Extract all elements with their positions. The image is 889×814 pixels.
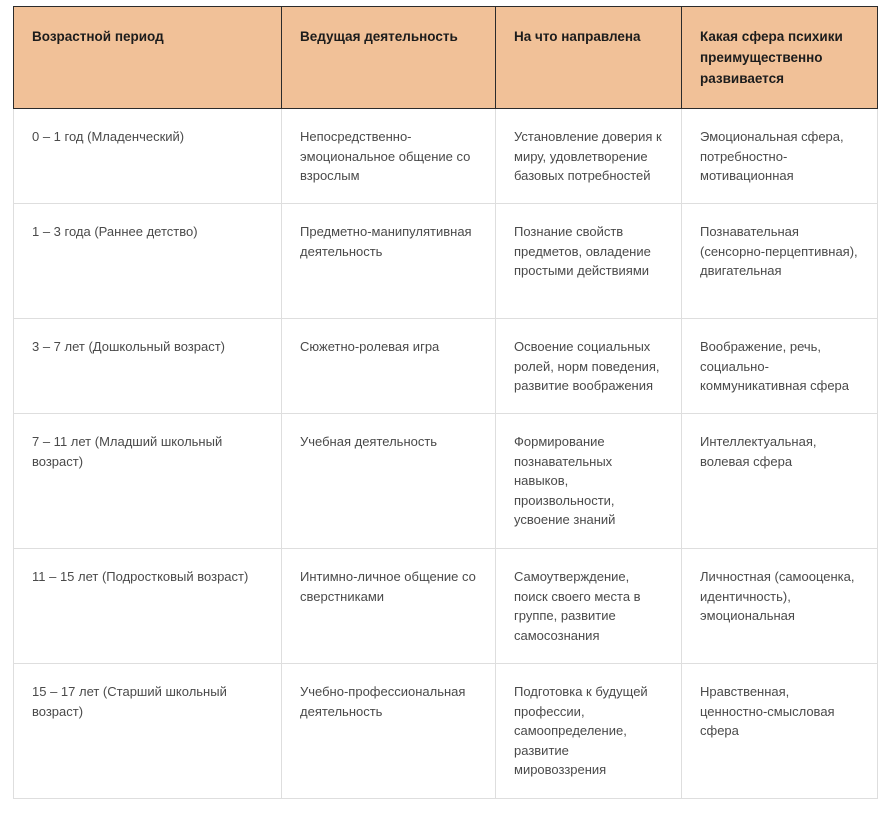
cell-leading-activity: Предметно-манипулятивная деятельность — [282, 204, 496, 319]
age-periods-table-container — [13, 6, 877, 799]
cell-aimed-at: Установление доверия к миру, удовлетворение базовых потребностей — [496, 109, 682, 204]
cell-psyche-sphere: Нравственная, ценностно-смысловая сфера — [682, 664, 878, 799]
cell-age-period: 11 – 15 лет (Подростковый возраст) — [14, 549, 282, 664]
cell-leading-activity: Интимно-личное общение со сверстниками — [282, 549, 496, 664]
header-age-period: Возрастной период — [14, 7, 282, 109]
cell-age-period: 1 – 3 года (Раннее детство) — [14, 204, 282, 319]
cell-aimed-at: Освоение социальных ролей, норм поведения, развитие воображения — [496, 319, 682, 414]
cell-aimed-at: Формирование познавательных навыков, произвольности, усвоение знаний — [496, 414, 682, 549]
cell-leading-activity: Учебная деятельность — [282, 414, 496, 549]
cell-leading-activity: Учебно-профессиональная деятельность — [282, 664, 496, 799]
cell-psyche-sphere: Познавательная (сенсорно-перцептивная), двигательная — [682, 204, 878, 319]
table-row — [14, 414, 878, 549]
table-row — [14, 204, 878, 319]
table-row — [14, 319, 878, 414]
cell-age-period: 7 – 11 лет (Младший школьный возраст) — [14, 414, 282, 549]
cell-aimed-at: Познание свойств предметов, овладение простыми действиями — [496, 204, 682, 319]
cell-aimed-at: Самоутверждение, поиск своего места в группе, развитие самосознания — [496, 549, 682, 664]
table-row — [14, 109, 878, 204]
cell-leading-activity: Сюжетно-ролевая игра — [282, 319, 496, 414]
header-psyche-sphere: Какая сфера психики преимущественно развивается — [682, 7, 878, 109]
cell-age-period: 0 – 1 год (Младенческий) — [14, 109, 282, 204]
table-header-row — [14, 7, 878, 109]
cell-psyche-sphere: Эмоциональная сфера, потребностно-мотивационная — [682, 109, 878, 204]
header-leading-activity: Ведущая деятельность — [282, 7, 496, 109]
cell-aimed-at: Подготовка к будущей профессии, самоопределение, развитие мировоззрения — [496, 664, 682, 799]
age-periods-table — [13, 6, 878, 799]
cell-psyche-sphere: Личностная (самооценка, идентичность), эмоциональная — [682, 549, 878, 664]
cell-psyche-sphere: Интеллектуальная, волевая сфера — [682, 414, 878, 549]
table-row — [14, 549, 878, 664]
table-row — [14, 664, 878, 799]
cell-leading-activity: Непосредственно-эмоциональное общение со взрослым — [282, 109, 496, 204]
cell-age-period: 3 – 7 лет (Дошкольный возраст) — [14, 319, 282, 414]
header-aimed-at: На что направлена — [496, 7, 682, 109]
cell-age-period: 15 – 17 лет (Старший школьный возраст) — [14, 664, 282, 799]
cell-psyche-sphere: Воображение, речь, социально-коммуникативная сфера — [682, 319, 878, 414]
